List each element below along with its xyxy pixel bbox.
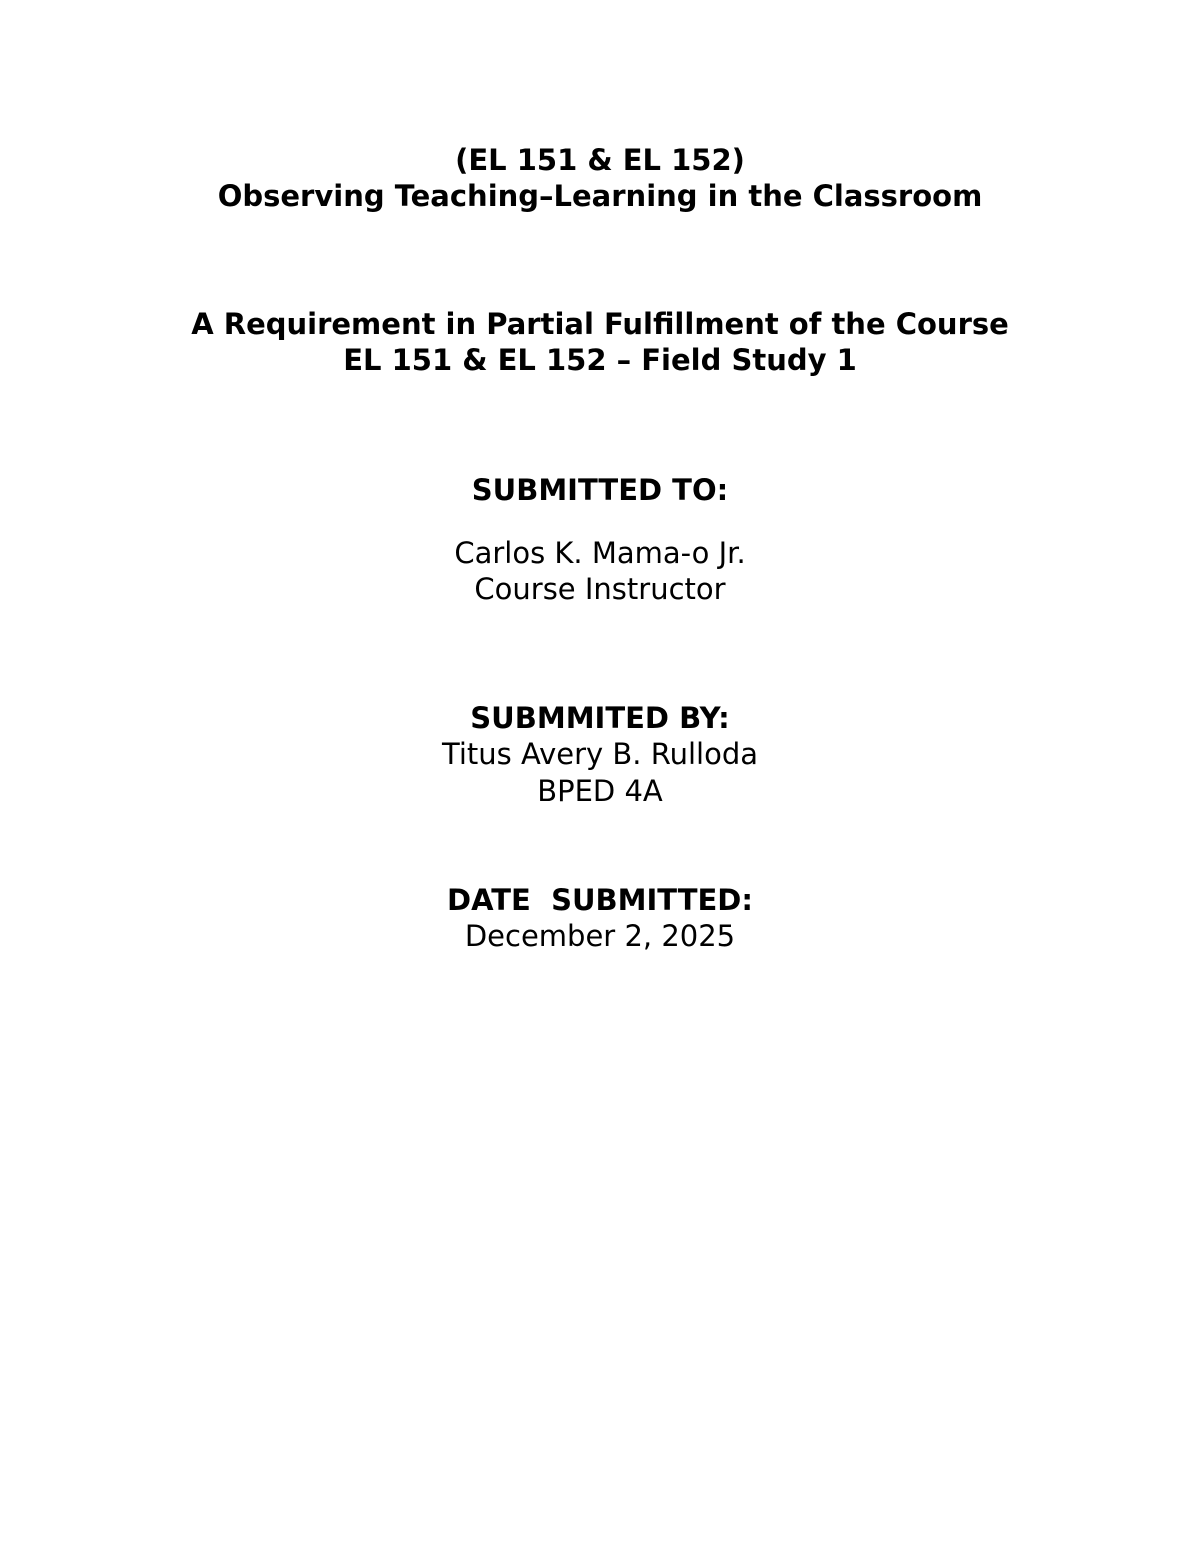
document-title: Observing Teaching–Learning in the Classroom xyxy=(217,179,983,213)
submitted-by-heading: SUBMMITED BY: xyxy=(470,701,730,735)
instructor-role: Course Instructor xyxy=(474,572,726,606)
student-name: Titus Avery B. Rulloda xyxy=(442,737,758,771)
student-section: BPED 4A xyxy=(537,774,663,808)
requirement-line: A Requirement in Partial Fulfillment of the Course xyxy=(191,307,1009,341)
instructor-name: Carlos K. Mama-o Jr. xyxy=(454,536,746,570)
course-code: (EL 151 & EL 152) xyxy=(455,143,745,177)
date-submitted-heading: DATE SUBMITTED: xyxy=(447,883,753,917)
course-line: EL 151 & EL 152 – Field Study 1 xyxy=(343,343,857,377)
date-submitted-value: December 2, 2025 xyxy=(464,919,736,953)
submitted-to-heading: SUBMITTED TO: xyxy=(471,473,729,507)
